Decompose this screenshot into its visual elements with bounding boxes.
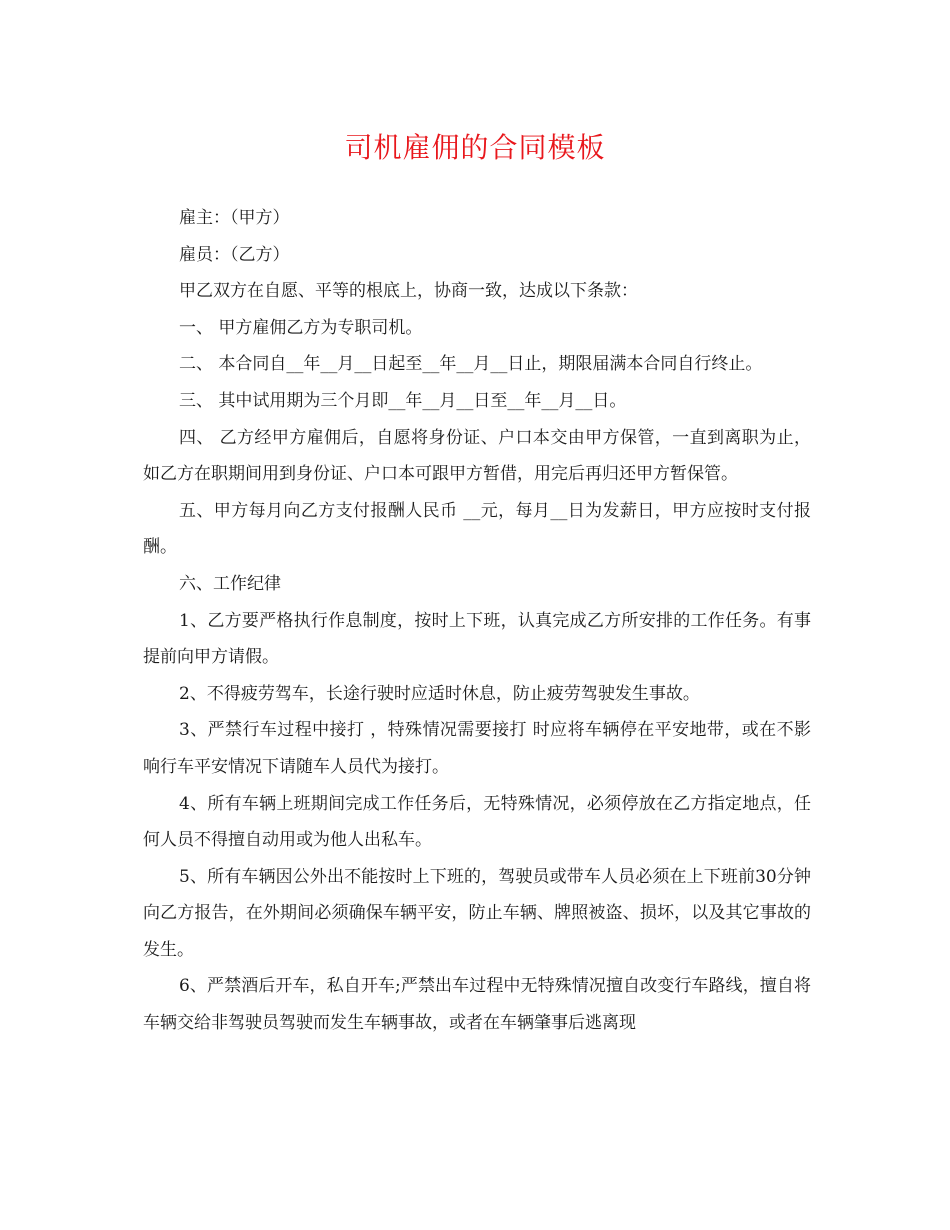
discipline-item-3: 3、严禁行车过程中接打 ，特殊情况需要接打 时应将车辆停在平安地带，或在不影响行车平安情况下请随车人员代为接打。 — [143, 720, 811, 777]
document-title: 司机雇佣的合同模板 — [344, 131, 606, 164]
paragraph-employee: 雇员：（乙方） — [179, 244, 290, 265]
clause-2: 二、 本合同自__年__月__日起至__年__月__日止，期限届满本合同自行终止。 — [179, 354, 763, 375]
clause-5: 五、甲方每月向乙方支付报酬人民币 __元，每月__日为发薪日，甲方应按时支付报酬。 — [143, 500, 811, 558]
document-body — [143, 200, 811, 1042]
paragraph-preamble: 甲乙双方在自愿、平等的根底上，协商一致，达成以下条款： — [179, 281, 638, 302]
clause-1: 一、 甲方雇佣乙方为专职司机。 — [179, 317, 423, 338]
discipline-item-4: 4、所有车辆上班期间完成工作任务后，无特殊情况，必须停放在乙方指定地点，任何人员不得擅自动用或为他人出私车。 — [143, 793, 811, 851]
clause-3: 三、 其中试用期为三个月即__年__月__日至__年__月__日。 — [179, 390, 627, 411]
discipline-item-5: 5、所有车辆因公外出不能按时上下班的，驾驶员或带车人员必须在上下班前30分钟向乙方报告，在外期间必须确保车辆平安，防止车辆、牌照被盗、损坏，以及其它事故的发生。 — [143, 866, 811, 960]
discipline-item-2: 2、不得疲劳驾车，长途行驶时应适时休息，防止疲劳驾驶发生事故。 — [179, 683, 700, 704]
discipline-item-6: 6、严禁酒后开车，私自开车;严禁出车过程中无特殊情况擅自改变行车路线，擅自将车辆交给非驾驶员驾驶而发生车辆事故，或者在车辆肇事后逃离现 — [143, 976, 811, 1034]
clause-4: 四、 乙方经甲方雇佣后，自愿将身份证、户口本交由甲方保管，一直到离职为止，如乙方在职期间用到身份证、户口本可跟甲方暂借，用完后再归还甲方暂保管。 — [143, 427, 811, 485]
clause-6-heading: 六、工作纪律 — [179, 573, 281, 594]
discipline-item-1: 1、乙方要严格执行作息制度，按时上下班，认真完成乙方所安排的工作任务。有事提前向甲方请假。 — [143, 610, 811, 668]
paragraph-employer: 雇主：（甲方） — [179, 208, 290, 228]
